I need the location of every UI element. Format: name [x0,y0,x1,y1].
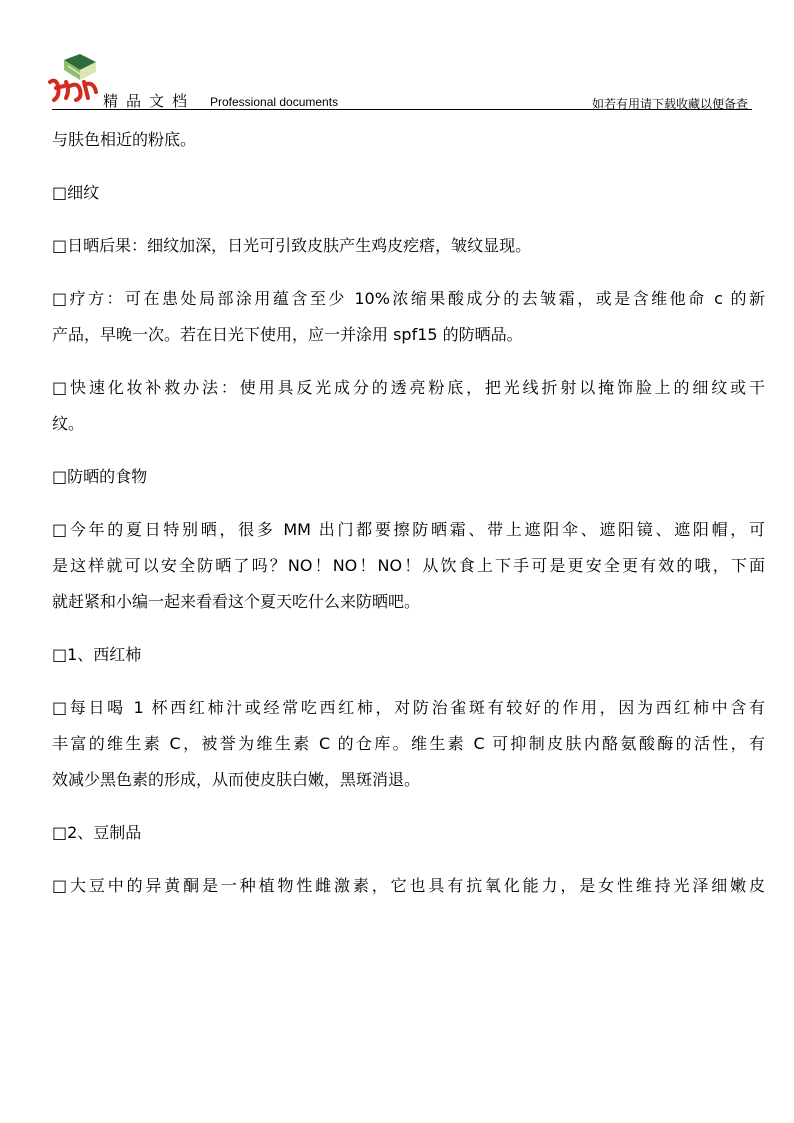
text-line: □大豆中的异黄酮是一种植物性雌激素，它也具有抗氧化能力，是女性维持光泽细嫩皮 [52,876,765,895]
section-heading: □2、豆制品 [52,823,142,842]
section-heading: □1、西红柿 [52,645,142,664]
text-line: □每日喝 1 杯西红柿汁或经常吃西红柿，对防治雀斑有较好的作用，因为西红柿中含有 [52,698,765,717]
text-line: □快速化妆补救办法：使用具反光成分的透亮粉底，把光线折射以掩饰脸上的细纹或干 [52,378,765,397]
document-body [52,122,765,904]
header-title: 精品文档 [103,92,196,110]
text-line: 就赶紧和小编一起来看看这个夏天吃什么来防晒吧。 [52,592,421,611]
text-line: □疗方：可在患处局部涂用蕴含至少 10%浓缩果酸成分的去皱霜，或是含维他命 c 的新 [52,289,765,308]
book-logo-icon [46,52,102,104]
header-divider [52,109,752,110]
section-heading: □防晒的食物 [52,467,148,486]
text-line: 是这样就可以安全防晒了吗？NO！NO！NO！从饮食上下手可是更安全更有效的哦，下面 [52,556,765,575]
text-line: 效减少黑色素的形成，从而使皮肤白嫩，黑斑消退。 [52,770,421,789]
text-line: 与肤色相近的粉底。 [52,130,197,149]
header-right-note: 如若有用请下载收藏以便备查 [591,97,748,111]
header-subtitle: Professional documents [210,95,339,109]
text-line: 产品，早晚一次。若在日光下使用，应一并涂用 spf15 的防晒品。 [52,325,523,344]
text-line: □日晒后果：细纹加深，日光可引致皮肤产生鸡皮疙瘩，皱纹显现。 [52,236,532,255]
text-line: 纹。 [52,414,85,433]
page-header [0,0,794,112]
text-line: □今年的夏日特别晒，很多 MM 出门都要擦防晒霜、带上遮阳伞、遮阳镜、遮阳帽，可 [52,520,765,539]
text-line: 丰富的维生素 C，被誉为维生素 C 的仓库。维生素 C 可抑制皮肤内酪氨酸酶的活性，有 [52,734,765,753]
section-heading: □细纹 [52,183,100,202]
